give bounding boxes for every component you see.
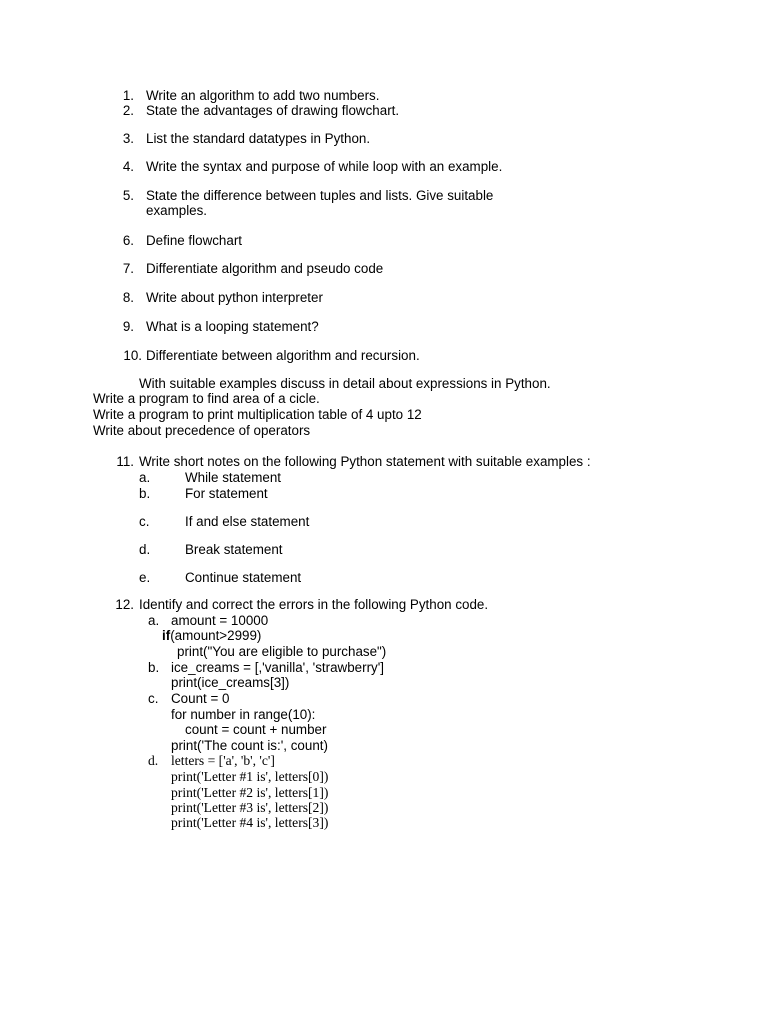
question-text: Write short notes on the following Python statement with suitable examples :	[139, 454, 591, 469]
code-line	[162, 628, 261, 643]
expressions-question: With suitable examples discuss in detail about expressions in Python.	[139, 376, 551, 391]
subitem-text: For statement	[185, 486, 268, 501]
subitem-text: Continue statement	[185, 570, 302, 585]
question-number: 6.	[122, 233, 134, 248]
code-line: print('Letter #4 is', letters[3])	[171, 815, 329, 830]
question-number: 4.	[122, 159, 134, 174]
code-line: for number in range(10):	[171, 707, 316, 722]
subitem-letter: b.	[139, 486, 151, 501]
subitem-letter: e.	[139, 570, 151, 585]
code-line: letters = ['a', 'b', 'c']	[171, 753, 275, 768]
question-number: 9.	[122, 319, 134, 334]
code-text: (amount>2999)	[170, 628, 262, 643]
subitem-letter: d.	[148, 753, 159, 768]
code-line: amount = 10000	[171, 613, 269, 628]
question-number: 12.	[115, 597, 134, 612]
question-text: Write the syntax and purpose of while loop with an example.	[146, 159, 503, 174]
question-text: Differentiate between algorithm and recursion.	[146, 348, 420, 363]
subitem-text: While statement	[185, 470, 282, 485]
subitem-letter: d.	[139, 542, 151, 557]
extra-question: Write a program to find area of a cicle.	[93, 391, 320, 406]
question-text: State the difference between tuples and lists. Give suitable	[146, 188, 494, 203]
question-text: Define flowchart	[146, 233, 243, 248]
question-text: Differentiate algorithm and pseudo code	[146, 261, 384, 276]
question-number: 11.	[116, 454, 134, 469]
question-number: 8.	[122, 290, 134, 305]
question-text: Write about python interpreter	[146, 290, 323, 305]
code-line: print(ice_creams[3])	[171, 675, 290, 690]
code-keyword: if	[162, 628, 171, 643]
subitem-text: If and else statement	[185, 514, 310, 529]
extra-question: Write about precedence of operators	[93, 423, 311, 438]
question-text: Identify and correct the errors in the following Python code.	[139, 597, 489, 612]
code-line: count = count + number	[185, 722, 327, 737]
question-number: 2.	[122, 103, 134, 118]
code-line: ice_creams = [,'vanilla', 'strawberry']	[171, 660, 385, 675]
code-line: print('Letter #2 is', letters[1])	[171, 785, 329, 800]
subitem-letter: c.	[148, 691, 159, 706]
code-line: print('Letter #3 is', letters[2])	[171, 800, 329, 815]
question-text: Write an algorithm to add two numbers.	[146, 88, 380, 103]
question-text: What is a looping statement?	[146, 319, 319, 334]
question-number: 5.	[122, 188, 134, 203]
subitem-text: Break statement	[185, 542, 283, 557]
question-text: List the standard datatypes in Python.	[146, 131, 371, 146]
subitem-letter: a.	[148, 613, 160, 628]
question-number: 10.	[123, 348, 142, 363]
question-number: 1.	[122, 88, 134, 103]
question-number: 3.	[122, 131, 134, 146]
subitem-letter: a.	[139, 470, 151, 485]
subitem-letter: c.	[139, 514, 150, 529]
code-line: Count = 0	[171, 691, 230, 706]
extra-question: Write a program to print multiplication table of 4 upto 12	[93, 407, 422, 422]
code-line: print('Letter #1 is', letters[0])	[171, 769, 329, 784]
question-number: 7.	[122, 261, 134, 276]
code-line: print('The count is:', count)	[171, 738, 328, 753]
subitem-letter: b.	[148, 660, 160, 675]
question-text-continued: examples.	[146, 203, 208, 218]
question-text: State the advantages of drawing flowchart.	[146, 103, 400, 118]
code-line: print("You are eligible to purchase")	[177, 644, 387, 659]
